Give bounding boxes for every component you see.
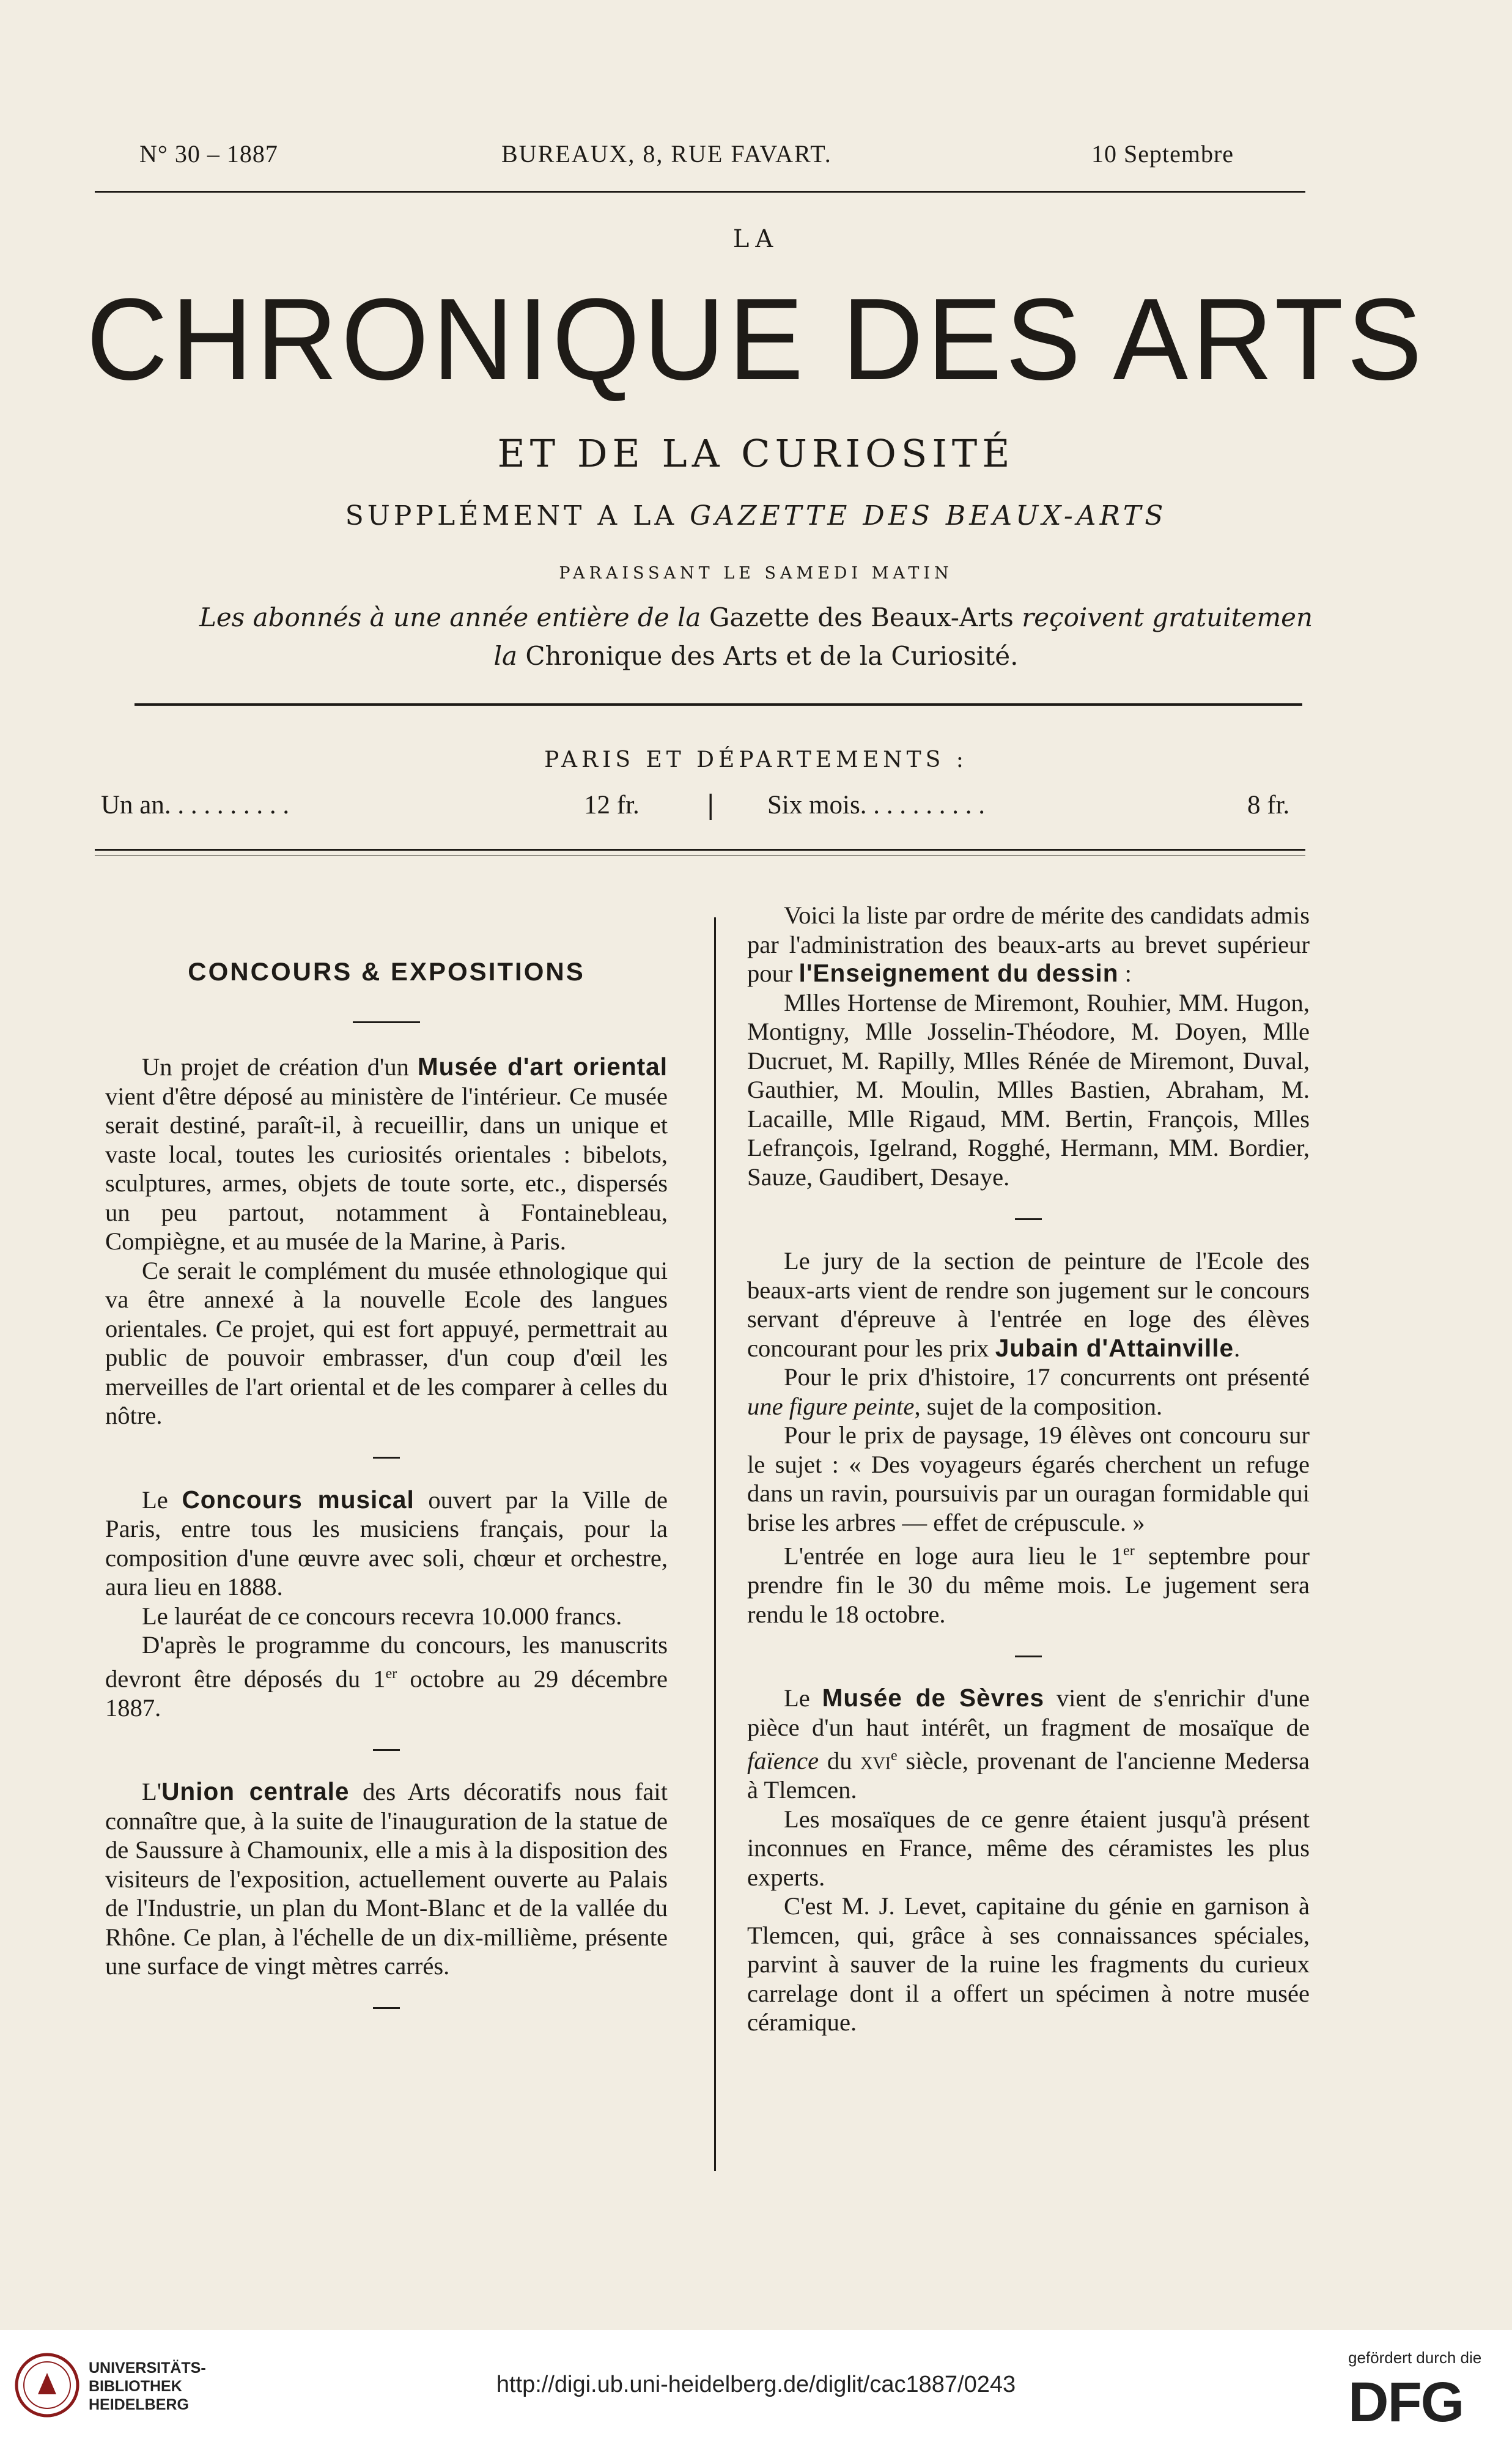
- paragraph-candidate-list: Mlles Hortense de Miremont, Rouhier, MM. Hugon, Montigny, Mlle Josselin-Théodore, M. Doyen, Mlle Ducruet, M. Rapilly, Mlles Rénée de Miremont, Duval, Gauthier, M. Moulin, Mlles Bastien, Abraham, M. Lacaille, Mlle Rigaud, MM. Bertin, François, Mlles Lefrançois, Igelrand, Rogghé, Hermann, MM. Bordier, Sauze, Gaudibert, Desaye.: [747, 988, 1310, 1191]
- masthead-article: LA: [732, 225, 780, 253]
- column-divider: [714, 917, 716, 2171]
- supplement-line: [0, 500, 1512, 531]
- paragraph-musee-ethnologique: Ce serait le complément du musée ethnologique qui va être annexé à la nouvelle Ecole des langues orientales. Ce projet, qui est fort appuyé, permettrait au public de pouvoir embrasser, d'un coup d'œil les merveilles de l'art oriental et de les comparer à celles du nôtre.: [105, 1256, 668, 1429]
- article-separator: [747, 1191, 1310, 1246]
- paragraph-programme: D'après le programme du concours, les manuscrits devront être déposés du 1er octobre au 29 décembre 1887.: [105, 1631, 668, 1722]
- article-separator: [105, 1981, 668, 2036]
- publication-frequency: PARAISSANT LE SAMEDI MATIN: [559, 564, 953, 583]
- article-separator: [105, 1722, 668, 1777]
- paragraph-musee-art-oriental: Un projet de création d'un Musée d'art oriental vient d'être déposé au ministère de l'intérieur. Ce musée serait destiné, paraît-il, à recueillir, dans un unique et vaste local, toutes les curiosités orientales : bibelots, sculptures, armes, objets de toute sorte, etc., dispersés un peu partout, notamment à Fontainebleau, Compiègne, et au musée de la Marine, à Paris.: [105, 1053, 668, 1255]
- paragraph-levet: C'est M. J. Levet, capitaine du génie en garnison à Tlemcen, qui, grâce à ses connaissances spéciales, parvint à sauver de la ruine les fragments du curieux carrelage dont il a offert un spécimen à notre musée céramique.: [747, 1892, 1310, 2037]
- year-subscription-label: Un an. . . . . . . . . .: [101, 791, 290, 820]
- right-column: [747, 901, 1310, 2037]
- heading-separator: [105, 1004, 668, 1040]
- paragraph-concours-musical: Le Concours musical ouvert par la Ville de Paris, entre tous les musiciens français, pour la composition d'une œuvre avec soli, chœur et orchestre, aura lieu en 1888.: [105, 1485, 668, 1600]
- paragraph-jury-peinture: Le jury de la section de peinture de l'Ecole des beaux-arts vient de rendre son jugement sur le concours servant d'épreuve à l'entrée en loge des élèves concourant pour les prix Jubain d'Attainville.: [747, 1247, 1310, 1362]
- paragraph-musee-sevres: Le Musée de Sèvres vient de s'enrichir d'une pièce d'un haut intérêt, un fragment de mosaïque de faïence du xvi$^e$ siècle, provenant de l'ancienne Medersa à Tlemcen.: [747, 1684, 1310, 1804]
- left-column: [105, 957, 668, 2036]
- masthead-title: CHRONIQUE DES ARTS: [86, 275, 1426, 404]
- six-month-subscription-label: Six mois. . . . . . . . . .: [767, 791, 985, 820]
- supplement-prefix: SUPPLÉMENT A LA: [345, 500, 678, 531]
- dfg-logo: DFG: [1348, 2371, 1464, 2433]
- subscriber-notice-line1: Les abonnés à une année entière de la Gazette des Beaux-Arts reçoivent gratuitemen: [199, 602, 1313, 632]
- issue-date: 10 Septembre: [1091, 140, 1234, 168]
- funding-note: gefördert durch die: [1348, 2348, 1482, 2367]
- paragraph-entree-en-loge: L'entrée en loge aura lieu le 1er septembre pour prendre fin le 30 du même mois. Le jugement sera rendu le 18 octobre.: [747, 1542, 1310, 1628]
- supplement-journal: GAZETTE DES BEAUX-ARTS: [690, 500, 1167, 531]
- paragraph-prix-paysage: Pour le prix de paysage, 19 élèves ont concouru sur le sujet : « Des voyageurs égarés cherchent un refuge dans un ravin, poursuivis par un ouragan formidable qui brise les arbres — effet de crépuscule. »: [747, 1421, 1310, 1536]
- article-separator: [105, 1430, 668, 1486]
- section-heading: CONCOURS & EXPOSITIONS: [188, 957, 585, 986]
- source-url-link[interactable]: http://digi.ub.uni-heidelberg.de/diglit/cac1887/0243: [496, 2372, 1016, 2397]
- six-month-subscription-price: 8 fr.: [1247, 791, 1290, 820]
- subscription-rule-top: [95, 849, 1305, 851]
- subscription-rule-bottom: [95, 855, 1305, 856]
- digitization-footer: [0, 2330, 1512, 2442]
- subscriber-notice-line2: la Chronique des Arts et de la Curiosité.: [493, 641, 1019, 671]
- subscription-divider: |: [706, 790, 715, 821]
- masthead-subtitle: ET DE LA CURIOSITÉ: [497, 431, 1015, 476]
- library-name: UNIVERSITÄTS- BIBLIOTHEK HEIDELBERG: [89, 2359, 206, 2413]
- paragraph-enseignement-dessin: Voici la liste par ordre de mérite des candidats admis par l'administration des beaux-arts au brevet supérieur pour l'Enseignement du dessin :: [747, 901, 1310, 987]
- paragraph-mosaiques: Les mosaïques de ce genre étaient jusqu'à présent inconnues en France, même des céramistes les plus experts.: [747, 1805, 1310, 1891]
- header-rule: [95, 191, 1305, 193]
- year-subscription-price: 12 fr.: [584, 791, 640, 820]
- paragraph-union-centrale: L'Union centrale des Arts décoratifs nous fait connaître que, à la suite de l'inauguration de la statue de de Saussure à Chamounix, elle a mis à la disposition des visiteurs de l'exposition, actuellement ouverte au Palais de l'Industrie, un plan du Mont-Blanc et de la vallée du Rhône. Ce plan, à l'échelle de un dix-millième, présente une surface de vingt mètres carrés.: [105, 1777, 668, 1980]
- office-address: BUREAUX, 8, RUE FAVART.: [501, 140, 832, 168]
- masthead-rule: [135, 703, 1302, 706]
- article-separator: [747, 1629, 1310, 1684]
- issue-number: N° 30 – 1887: [139, 140, 278, 168]
- paragraph-prix-histoire: Pour le prix d'histoire, 17 concurrents ont présenté une figure peinte, sujet de la composition.: [747, 1363, 1310, 1420]
- paragraph-laureat: Le lauréat de ce concours recevra 10.000 francs.: [142, 1602, 622, 1630]
- subscription-heading: PARIS ET DÉPARTEMENTS :: [544, 747, 968, 772]
